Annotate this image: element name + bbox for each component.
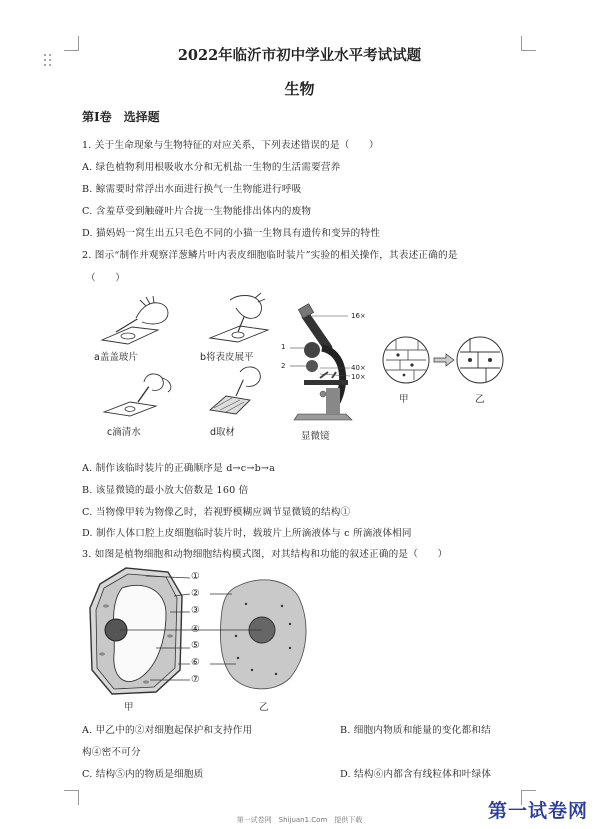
question-2-stem: 2. 图示“制作并观察洋葱鳞片叶内表皮细胞临时装片”实验的相关操作，其表述正确的是: [82, 250, 458, 261]
subject-title: 生物: [284, 80, 315, 98]
structure-2-label: 2: [281, 362, 286, 370]
structure-7-label: ⑦: [191, 674, 200, 685]
page-title: 2022年临沂市初中学业水平考试试题: [177, 47, 422, 64]
structure-3-label: ③: [191, 605, 200, 616]
eyepiece-mag-label: 16×: [351, 312, 366, 320]
view-jia-label: 甲: [399, 394, 409, 405]
question-1-option-a: A. 绿色植物利用根吸收水分和无机盐一生物的生活需要营养: [82, 162, 341, 173]
site-watermark: 第一试卷网: [488, 800, 589, 822]
view-yi-label: 乙: [475, 394, 485, 405]
question-2-option-a: A. 制作该临时装片的正确顺序是 d→c→b→a: [82, 463, 276, 474]
microscope-label: 显微镜: [301, 431, 330, 442]
question-3-option-b: B. 细胞内物质和能量的变化都和结: [340, 725, 491, 736]
question-3-option-d: D. 结构⑥内都含有线粒体和叶绿体: [340, 769, 492, 780]
question-3-option-a: A. 甲乙中的②对细胞起保护和支持作用: [82, 725, 253, 736]
structure-6-label: ⑥: [191, 657, 200, 668]
structure-5-label: ⑤: [191, 640, 200, 651]
arrow-icon: [434, 354, 454, 366]
question-1-option-c: C. 含羞草受到触碰叶片合拢一生物能排出体内的废物: [82, 206, 312, 217]
step-a-illustration: [102, 296, 168, 344]
step-b-illustration: [210, 293, 268, 342]
animal-cell-label: 乙: [259, 702, 269, 713]
experiment-figure: [90, 292, 510, 444]
microscope-illustration: [290, 304, 352, 420]
step-d-label: d取材: [210, 427, 236, 438]
step-a-label: a盖盖玻片: [94, 352, 138, 363]
animal-cell-yi: [220, 580, 305, 689]
question-3-option-b-continued: 构④密不可分: [82, 747, 141, 758]
cells-view-jia: [383, 337, 429, 383]
objective-10-label: 10×: [351, 373, 366, 381]
question-2-option-d: D. 制作人体口腔上皮细胞临时装片时，载玻片上所滴液体与 c 所滴液体相同: [82, 528, 412, 539]
page-footer: 第一试卷网 Shijuan1.Com 提供下载: [236, 816, 363, 824]
question-1-option-d: D. 猫妈妈一窝生出五只毛色不同的小猫一生物具有遗传和变异的特性: [82, 228, 381, 239]
question-2-option-c: C. 当物像甲转为物像乙时，若视野模糊应调节显微镜的结构①: [82, 507, 351, 518]
plant-cell-jia: [90, 568, 182, 694]
plant-cell-label: 甲: [124, 702, 134, 713]
structure-1-label: 1: [281, 343, 286, 351]
step-c-illustration: [104, 374, 171, 416]
cells-view-yi: [457, 337, 503, 383]
step-b-label: b将表皮展平: [200, 352, 254, 363]
question-3-stem: 3. 如图是植物细胞和动物细胞结构模式图，对其结构和功能的叙述正确的是（ ）: [82, 549, 448, 560]
question-1-option-b: B. 鲸需要时常浮出水面进行换气一生物能进行呼吸: [82, 184, 302, 195]
structure-2-label: ②: [191, 588, 200, 599]
question-3-option-c: C. 结构⑤内的物质是细胞质: [82, 769, 204, 780]
question-2-option-b: B. 该显微镜的最小放大倍数是 160 倍: [82, 485, 249, 496]
question-2-answer-paren: （ ）: [86, 273, 126, 284]
step-d-illustration: [210, 367, 260, 414]
objective-40-label: 40×: [351, 364, 366, 372]
cell-structure-figure: [86, 566, 316, 698]
section-heading: 第I卷 选择题: [82, 110, 160, 124]
structure-1-label: ①: [191, 571, 200, 582]
step-c-label: c滴清水: [107, 427, 141, 438]
question-1-stem: 1. 关于生命现象与生物特征的对应关系，下列表述错误的是（ ）: [82, 140, 379, 151]
structure-4-label: ④: [191, 624, 200, 635]
margin-corner-mark: [64, 790, 79, 805]
